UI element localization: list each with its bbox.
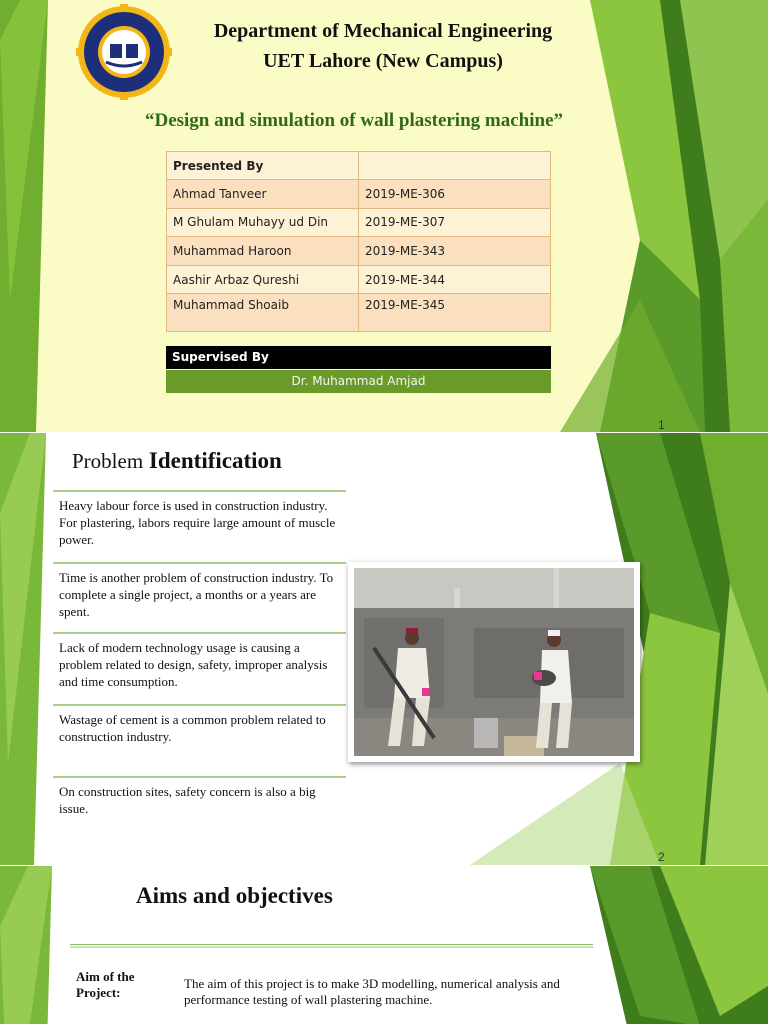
uet-logo-icon (76, 4, 172, 100)
table-row (167, 294, 551, 332)
list-item: Lack of modern technology usage is causing a problem related to design, safety, improper analysis and time consumption. (53, 632, 346, 704)
list-item: Time is another problem of construction industry. To complete a single project, a months or a years are spent. (53, 562, 346, 632)
slide-problem-identification (0, 433, 768, 865)
slide-title (0, 0, 768, 432)
member-name: Ahmad Tanveer (167, 180, 359, 209)
member-name: M Ghulam Muhayy ud Din (167, 208, 359, 237)
list-item: Heavy labour force is used in construction industry. For plastering, labors require large amount of muscle power. (53, 490, 346, 562)
table-header-presented-by: Presented By (167, 152, 359, 180)
slide-heading: Aims and objectives (136, 883, 333, 908)
table-row (167, 237, 551, 266)
table-row (167, 180, 551, 209)
list-item: On construction sites, safety concern is also a big issue. (53, 776, 346, 836)
member-id: 2019-ME-307 (359, 208, 551, 237)
member-id: 2019-ME-344 (359, 265, 551, 294)
supervisor-name: Dr. Muhammad Amjad (166, 370, 551, 393)
heading-prefix: Problem (72, 449, 144, 473)
member-name: Aashir Arbaz Qureshi (167, 265, 359, 294)
member-name: Muhammad Haroon (167, 237, 359, 266)
department-name: Department of Mechanical Engineering (213, 20, 553, 42)
member-name: Muhammad Shoaib (167, 294, 359, 332)
construction-photo-frame (348, 562, 640, 762)
slide-aims-objectives (0, 866, 768, 1024)
member-id: 2019-ME-343 (359, 237, 551, 266)
list-item: Wastage of cement is a common problem related to construction industry. (53, 704, 346, 776)
workers-plastering-photo (354, 568, 634, 756)
table-row (167, 208, 551, 237)
campus-name: UET Lahore (New Campus) (263, 50, 503, 72)
project-title: “Design and simulation of wall plastering machine” (144, 110, 564, 131)
aim-label: Aim of the Project: (76, 969, 135, 1000)
aim-text: The aim of this project is to make 3D modelling, numerical analysis and performance testing of wall plastering machine. (184, 976, 560, 1007)
slide-number: 1 (658, 418, 665, 432)
heading-divider (70, 944, 593, 948)
member-id: 2019-ME-306 (359, 180, 551, 209)
department-heading (180, 16, 586, 76)
presenters-table (166, 151, 551, 332)
supervised-by-label: Supervised By (166, 346, 551, 369)
heading-main: Identification (148, 448, 282, 473)
table-row (167, 265, 551, 294)
slide-number: 2 (658, 850, 665, 864)
member-id: 2019-ME-345 (359, 294, 551, 332)
table-header-row (167, 152, 551, 180)
table-header-empty (359, 152, 551, 180)
slide-heading (72, 448, 282, 474)
